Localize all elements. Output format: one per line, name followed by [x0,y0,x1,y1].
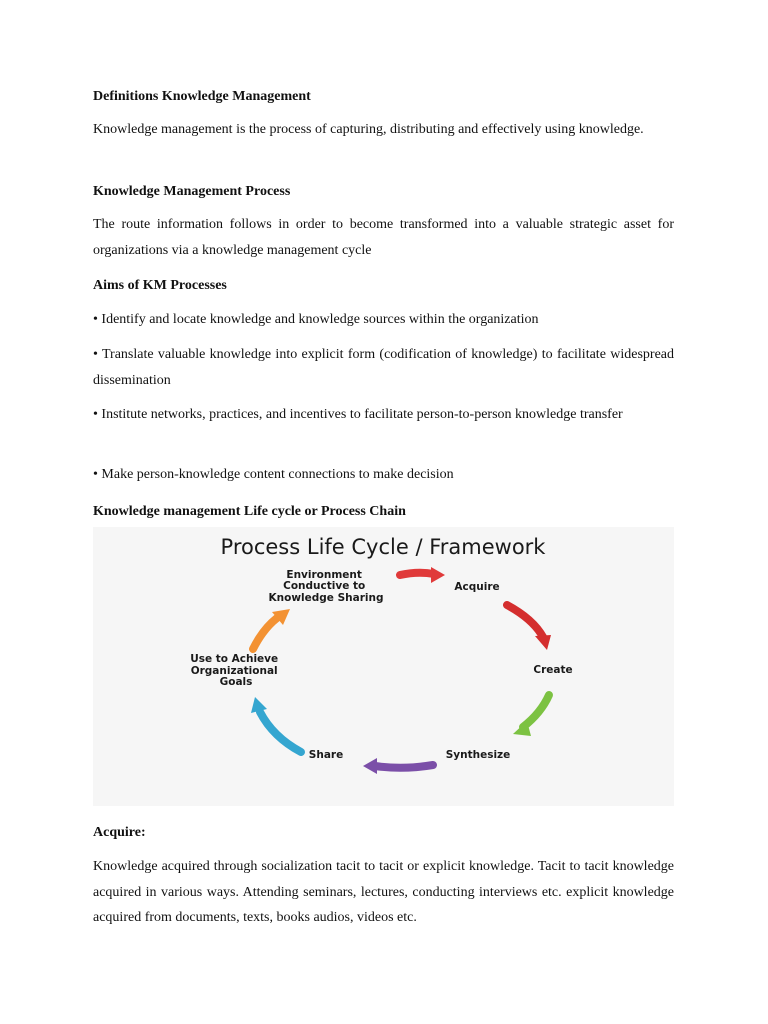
paragraph-definition: Knowledge management is the process of capturing, distributing and effectively using knowledge. [93,122,644,137]
arrow-shaft [507,605,543,637]
heading-process: Knowledge Management Process [93,184,291,199]
heading-definitions: Definitions Knowledge Management [93,89,311,104]
node-share: Share [308,749,344,761]
paragraph-acquire: Knowledge acquired through socialization tacit to tacit or explicit knowledge. Tacit to tacit knowledge acquired in various ways. Attending seminars, lectures, conducting interviews etc. explicit knowledge acquired from documents, texts, books audios, videos etc. [93,859,674,925]
arrow-shaft [375,765,433,768]
node-acquire: Acquire [454,581,500,593]
arrow-synthesize-to-share [363,758,433,774]
process-lifecycle-figure [93,527,674,806]
node-create: Create [533,664,573,676]
heading-acquire: Acquire: [93,825,146,840]
lifecycle-diagram [93,527,674,806]
aim-item-4: • Make person-knowledge content connections to make decision [93,467,454,482]
node-use: Use to Achieve Organizational Goals [190,653,279,688]
arrow-head [251,697,267,713]
paragraph-process: The route information follows in order to become transformed into a valuable strategic asset for organizations via a knowledge management cycle [93,217,674,258]
arrow-env-to-acquire [400,567,445,583]
arrow-shaft [260,712,301,752]
heading-lifecycle: Knowledge management Life cycle or Process Chain [93,504,406,519]
aim-item-2: • Translate valuable knowledge into explicit form (codification of knowledge) to facilitate widespread dissemination [93,347,674,388]
arrow-use-to-env [253,609,290,649]
figure-title: Process Life Cycle / Framework [220,535,546,559]
node-synthesize: Synthesize [445,749,511,761]
arrow-head [363,758,377,774]
heading-aims: Aims of KM Processes [93,278,227,293]
arrow-head [431,567,445,583]
aim-item-1: • Identify and locate knowledge and knowledge sources within the organization [93,312,539,327]
aim-item-3: • Institute networks, practices, and incentives to facilitate person-to-person knowledge transfer [93,407,623,422]
arrow-acquire-to-create [507,605,551,650]
arrow-shaft [400,573,434,575]
arrow-shaft [253,618,277,649]
arrow-share-to-use [251,697,301,752]
arrow-create-to-synthesize [513,695,549,736]
node-environment: Environment Conductive to Knowledge Sharing [268,569,384,604]
arrow-head [535,635,551,650]
